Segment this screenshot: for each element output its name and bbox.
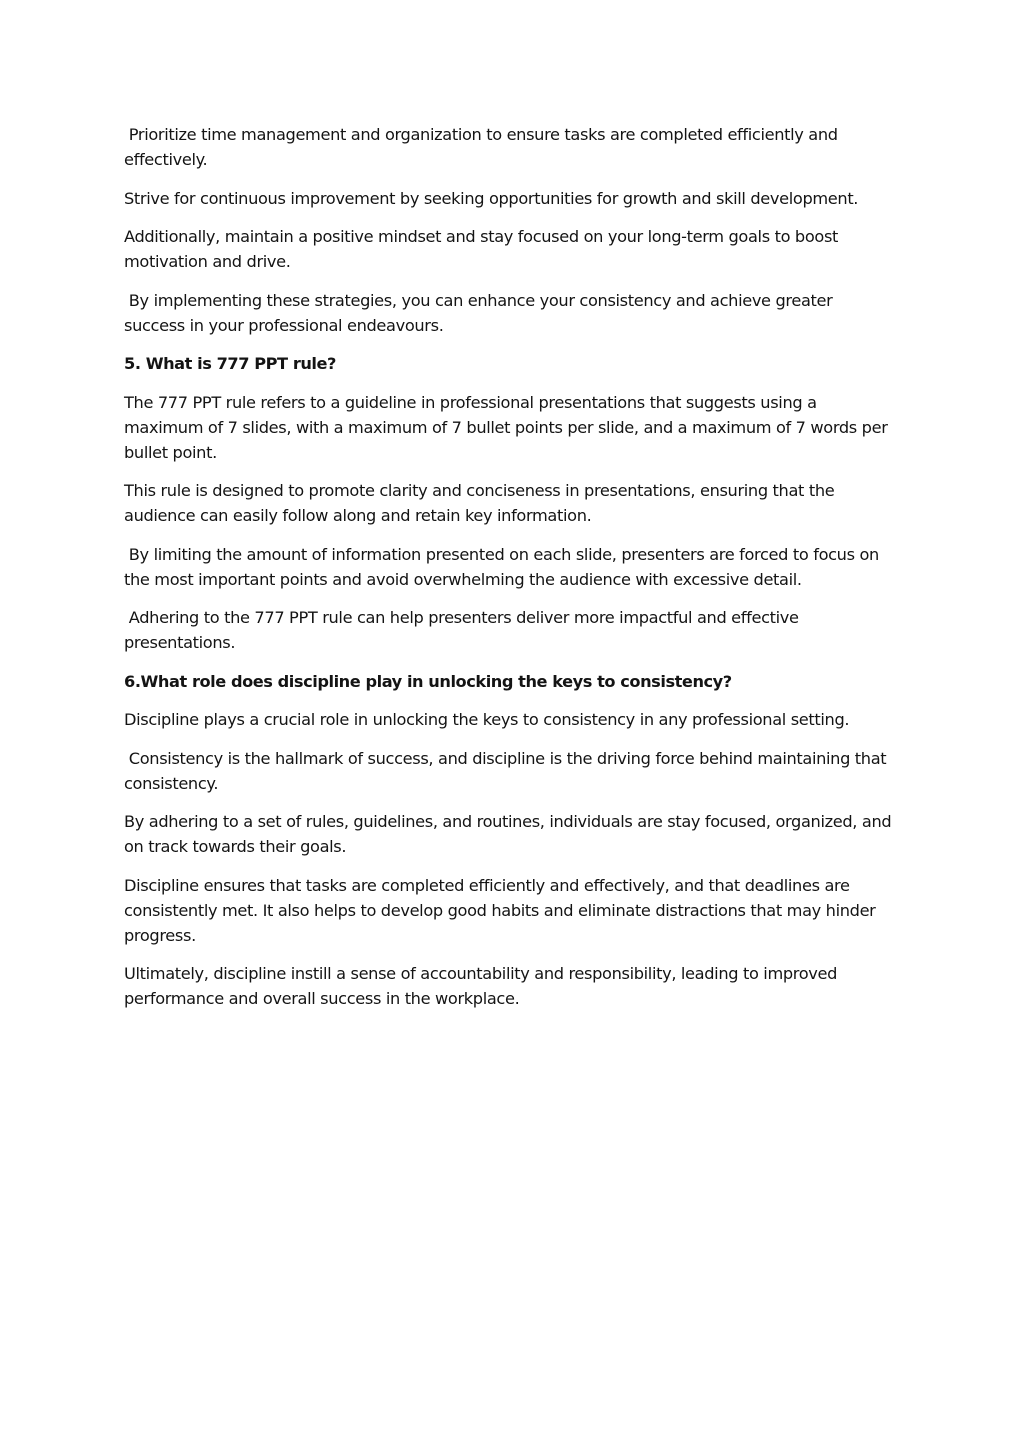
paragraph-implementing-strategies: By implementing these strategies, you can enhance your consistency and achieve greater success in your professional endeavours.	[124, 290, 838, 335]
document-body	[124, 122, 896, 1025]
paragraph-time-management: Prioritize time management and organization to ensure tasks are completed efficiently and effectively.	[124, 125, 843, 169]
paragraph-positive-mindset: Additionally, maintain a positive mindset and stay focused on your long-term goals to boost motivation and drive.	[124, 227, 843, 271]
paragraph-discipline-ensures: Discipline ensures that tasks are completed efficiently and effectively, and that deadlines are consistently met. It also helps to develop good habits and eliminate distractions that may hinder progress.	[124, 875, 881, 945]
paragraph-777-limiting: By limiting the amount of information presented on each slide, presenters are forced to focus on the most important points and avoid overwhelming the audience with excessive detail.	[124, 544, 884, 589]
heading-777-ppt-rule: 5. What is 777 PPT rule?	[124, 354, 336, 373]
paragraph-consistency-hallmark: Consistency is the hallmark of success, and discipline is the driving force behind maintaining that consistency.	[124, 748, 892, 793]
paragraph-ultimately: Ultimately, discipline instill a sense of accountability and responsibility, leading to improved performance and overall success in the workplace.	[124, 964, 842, 1008]
paragraph-777-definition: The 777 PPT rule refers to a guideline in professional presentations that suggests using a maximum of 7 slides, with a maximum of 7 bullet points per slide, and a maximum of 7 words per bullet point.	[124, 392, 893, 462]
paragraph-777-adhering: Adhering to the 777 PPT rule can help presenters deliver more impactful and effective presentations.	[124, 608, 804, 652]
paragraph-adhering-rules: By adhering to a set of rules, guidelines, and routines, individuals are stay focused, organized, and on track towards their goals.	[124, 812, 897, 856]
heading-discipline-role: 6.What role does discipline play in unlocking the keys to consistency?	[124, 671, 732, 691]
paragraph-continuous-improvement: Strive for continuous improvement by seeking opportunities for growth and skill development.	[124, 188, 859, 208]
paragraph-discipline-crucial: Discipline plays a crucial role in unlocking the keys to consistency in any professional setting.	[124, 710, 850, 729]
paragraph-777-clarity: This rule is designed to promote clarity and conciseness in presentations, ensuring that the audience can easily follow along and retain key information.	[124, 481, 840, 525]
